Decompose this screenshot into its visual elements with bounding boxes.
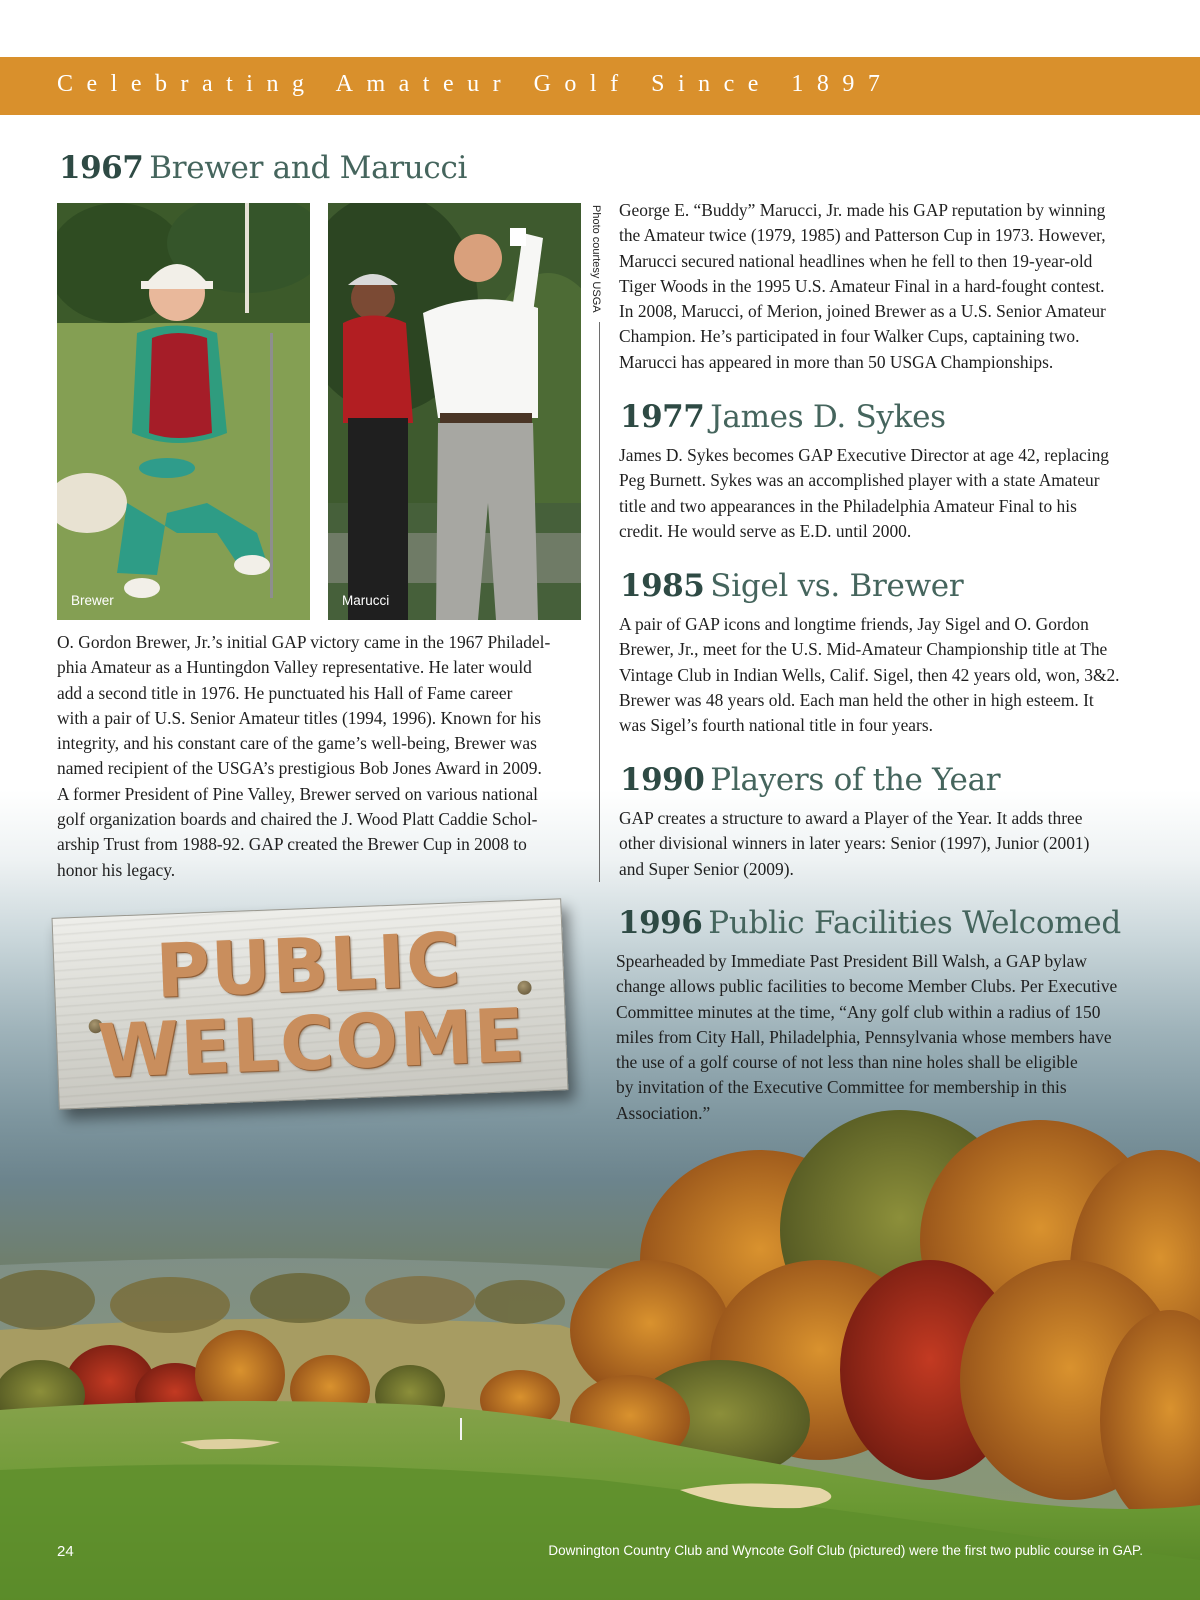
text-line: integrity, and his constant care of the game’s well-being, Brewer was bbox=[57, 733, 537, 754]
heading-year: 1990 bbox=[620, 762, 705, 798]
heading-title: Brewer and Marucci bbox=[149, 150, 468, 186]
heading-year: 1967 bbox=[59, 150, 144, 186]
text-line: GAP creates a structure to award a Player of the Year. It adds three bbox=[619, 808, 1083, 828]
text-line: was Sigel’s fourth national title in four years. bbox=[619, 715, 933, 736]
text-line: the Amateur twice (1979, 1985) and Patterson Cup in 1973. However, bbox=[619, 225, 1106, 246]
text-line: with a pair of U.S. Senior Amateur titles (1994, 1996). Known for his bbox=[57, 707, 541, 728]
heading-title: Public Facilities Welcomed bbox=[708, 905, 1121, 941]
section-heading-1967 bbox=[59, 150, 467, 186]
text-line: Marucci has appeared in more than 50 USGA Championships. bbox=[619, 351, 1054, 372]
sigel-paragraph bbox=[619, 612, 1149, 738]
text-line: Peg Burnett. Sykes was an accomplished player with a state Amateur bbox=[619, 470, 1100, 491]
text-line: add a second title in 1976. He punctuated his Hall of Fame career bbox=[57, 682, 513, 703]
section-heading-1977 bbox=[620, 399, 946, 435]
text-line: phia Amateur as a Huntingdon Valley representative. He later would bbox=[57, 657, 532, 678]
text-line: Committee minutes at the time, “Any golf club within a radius of 150 bbox=[616, 1001, 1101, 1022]
sign-line-1: PUBLIC bbox=[154, 917, 463, 1015]
text-line: other divisional winners in later years: Senior (1997), Junior (2001) bbox=[619, 833, 1090, 854]
text-line: by invitation of the Executive Committee for membership in this bbox=[616, 1077, 1067, 1098]
marucci-paragraph bbox=[619, 198, 1149, 375]
text-line: O. Gordon Brewer, Jr.’s initial GAP victory came in the 1967 Philadel- bbox=[57, 632, 551, 652]
marucci-photo-caption: Marucci bbox=[342, 593, 390, 608]
text-line: Association.” bbox=[616, 1102, 711, 1123]
text-line: miles from City Hall, Philadelphia, Pennsylvania whose members have bbox=[616, 1026, 1112, 1047]
text-line: and Super Senior (2009). bbox=[619, 858, 794, 879]
text-line: change allows public facilities to become Member Clubs. Per Executive bbox=[616, 976, 1118, 997]
text-line: A former President of Pine Valley, Brewer served on various national bbox=[57, 783, 539, 804]
text-line: arship Trust from 1988-92. GAP created the Brewer Cup in 2008 to bbox=[57, 834, 527, 855]
text-line: A pair of GAP icons and longtime friends, Jay Sigel and O. Gordon bbox=[619, 614, 1089, 634]
heading-year: 1977 bbox=[620, 399, 705, 435]
page-number: 24 bbox=[57, 1543, 74, 1560]
text-line: Brewer, Jr., meet for the U.S. Mid-Amateur Championship title at The bbox=[619, 639, 1108, 660]
text-line: Spearheaded by Immediate Past President Bill Walsh, a GAP bylaw bbox=[616, 951, 1087, 971]
section-heading-1996 bbox=[618, 905, 1121, 941]
text-line: golf organization boards and chaired the J. Wood Platt Caddie Schol- bbox=[57, 809, 538, 830]
brewer-photo-image bbox=[57, 203, 310, 620]
text-line: George E. “Buddy” Marucci, Jr. made his GAP reputation by winning bbox=[619, 200, 1106, 220]
text-line: Champion. He’s participated in four Walker Cups, captaining two. bbox=[619, 326, 1080, 347]
text-line: James D. Sykes becomes GAP Executive Director at age 42, replacing bbox=[619, 445, 1110, 465]
heading-title: Sigel vs. Brewer bbox=[710, 568, 964, 604]
brewer-paragraph bbox=[57, 630, 577, 883]
text-line: Tiger Woods in the 1995 U.S. Amateur Final in a hard-fought contest. bbox=[619, 275, 1105, 296]
text-line: title and two appearances in the Philadelphia Amateur Final to his bbox=[619, 495, 1077, 516]
marucci-photo bbox=[328, 203, 581, 620]
text-line: credit. He would serve as E.D. until 2000. bbox=[619, 520, 912, 541]
brewer-photo-caption: Brewer bbox=[71, 593, 114, 608]
text-line: honor his legacy. bbox=[57, 859, 176, 880]
section-heading-1990 bbox=[620, 762, 1000, 798]
text-line: In 2008, Marucci, of Merion, joined Brewer as a U.S. Senior Amateur bbox=[619, 301, 1106, 322]
players-paragraph bbox=[619, 806, 1149, 882]
photo-caption-footer: Downington Country Club and Wyncote Golf Club (pictured) were the first two public course in GAP. bbox=[548, 1543, 1143, 1558]
public-welcome-sign bbox=[52, 898, 569, 1109]
heading-year: 1996 bbox=[618, 905, 703, 941]
header-band-text: Celebrating Amateur Golf Since 1897 bbox=[57, 71, 894, 97]
marucci-photo-image bbox=[328, 203, 581, 620]
heading-title: James D. Sykes bbox=[710, 399, 946, 435]
text-line: Vintage Club in Indian Wells, Calif. Sigel, then 42 years old, won, 3&2. bbox=[619, 664, 1120, 685]
public-paragraph bbox=[616, 949, 1146, 1126]
heading-title: Players of the Year bbox=[710, 762, 1001, 798]
sign-line-2: WELCOME bbox=[96, 992, 527, 1096]
photo-credit bbox=[589, 205, 603, 317]
sykes-paragraph bbox=[619, 443, 1149, 544]
text-line: Brewer was 48 years old. Each man held the other in high esteem. It bbox=[619, 689, 1094, 710]
section-heading-1985 bbox=[620, 568, 963, 604]
text-line: the use of a golf course of not less than nine holes shall be eligible bbox=[616, 1052, 1078, 1073]
brewer-photo bbox=[57, 203, 310, 620]
column-divider bbox=[599, 322, 600, 882]
heading-year: 1985 bbox=[620, 568, 705, 604]
text-line: Marucci secured national headlines when he fell to then 19-year-old bbox=[619, 250, 1093, 271]
photo-credit-text: Photo courtesy USGA bbox=[590, 205, 602, 313]
text-line: named recipient of the USGA’s prestigious Bob Jones Award in 2009. bbox=[57, 758, 542, 779]
